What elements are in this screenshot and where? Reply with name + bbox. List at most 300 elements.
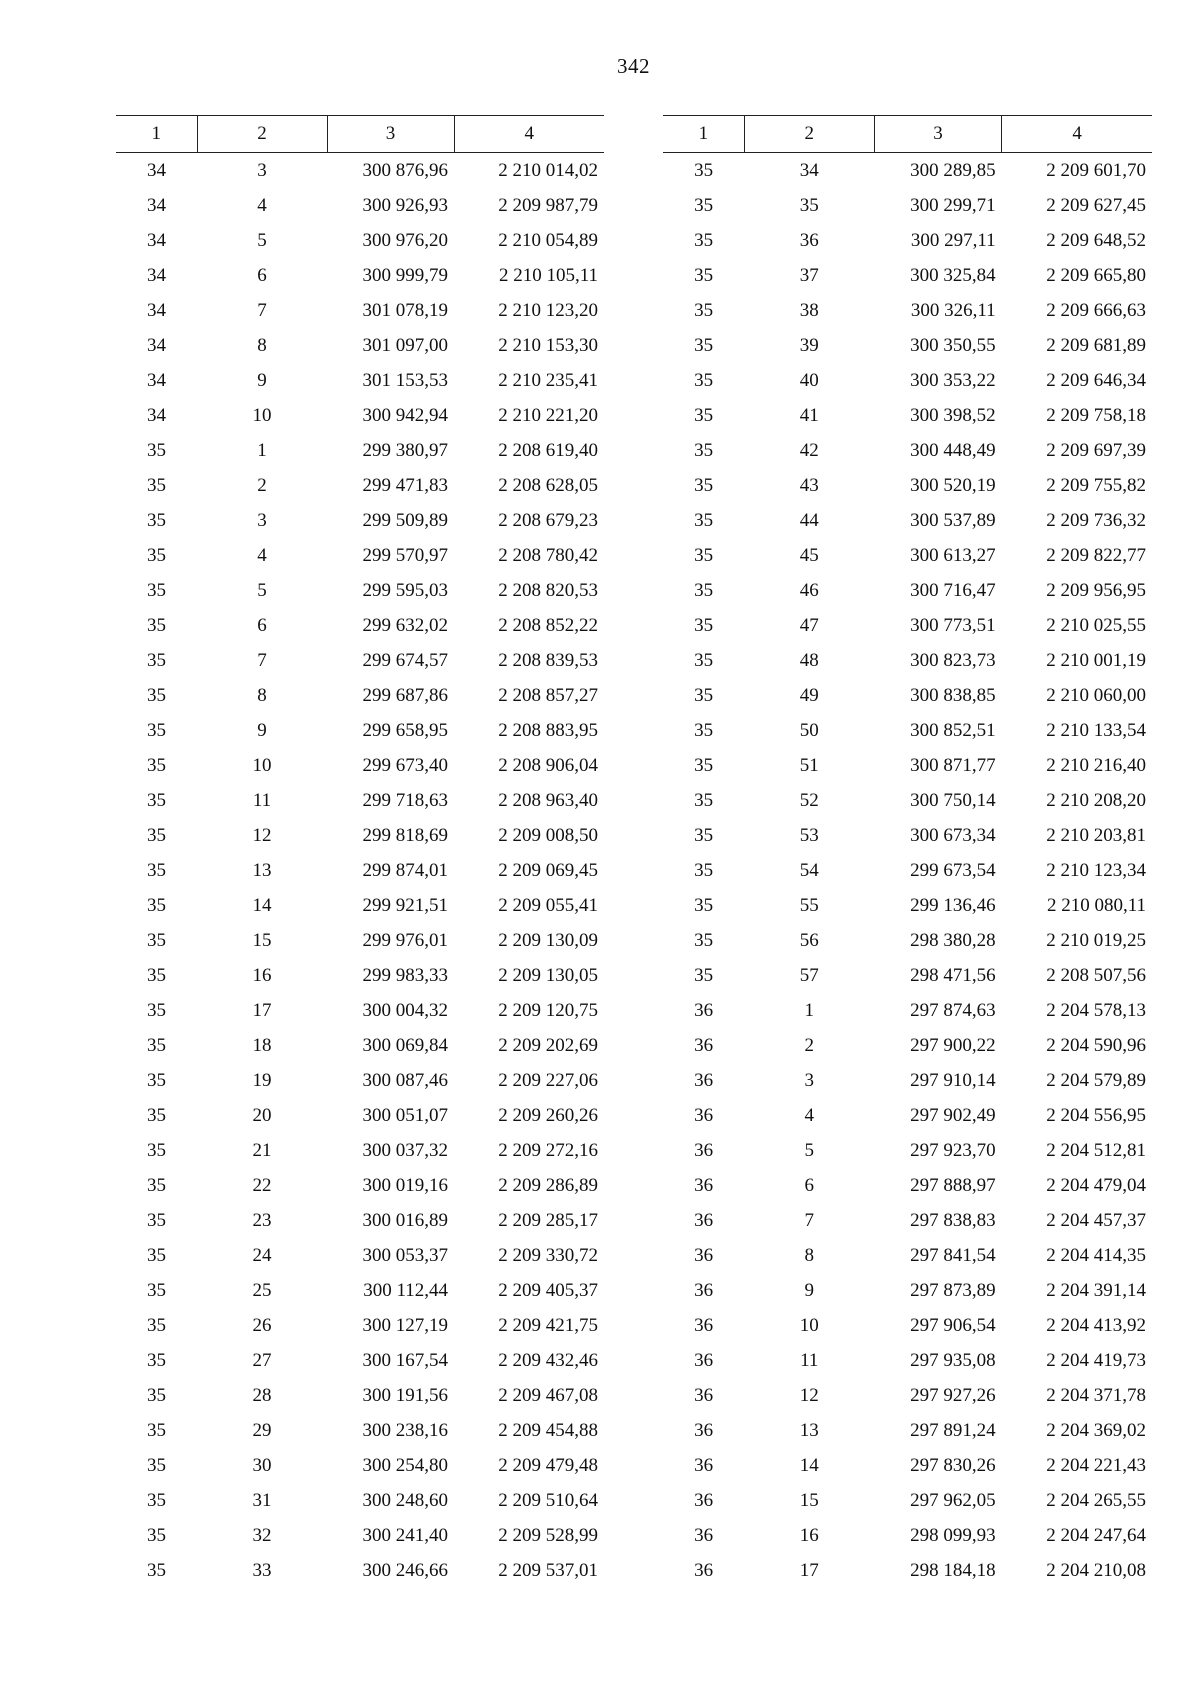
- point-number-cell: 8: [257, 334, 267, 356]
- x-coordinate-cell: 299 718,63: [362, 789, 448, 811]
- table-row: [663, 503, 1152, 538]
- y-coordinate-cell: 2 209 822,77: [1046, 544, 1146, 566]
- table-row: [663, 1343, 1152, 1378]
- table-row: [116, 783, 604, 818]
- table-row: [663, 188, 1152, 223]
- y-coordinate-cell: 2 208 507,56: [1046, 964, 1146, 986]
- table-row: [663, 643, 1152, 678]
- table-row: [663, 1098, 1152, 1133]
- y-coordinate-cell: 2 209 956,95: [1046, 579, 1146, 601]
- x-coordinate-cell: 299 595,03: [362, 579, 448, 601]
- x-coordinate-cell: 297 838,83: [910, 1209, 996, 1231]
- contour-number-cell: 35: [147, 929, 166, 951]
- x-coordinate-cell: 300 112,44: [363, 1279, 448, 1301]
- point-number-cell: 4: [257, 544, 267, 566]
- x-coordinate-cell: 299 471,83: [362, 474, 448, 496]
- table-row: [116, 1098, 604, 1133]
- contour-number-cell: 36: [694, 1454, 714, 1476]
- table-row: [663, 1168, 1152, 1203]
- y-coordinate-cell: 2 204 419,73: [1046, 1349, 1146, 1371]
- y-coordinate-cell: 2 209 405,37: [498, 1279, 598, 1301]
- table-row: [663, 713, 1152, 748]
- table-row: [116, 1238, 604, 1273]
- y-coordinate-cell: 2 209 069,45: [498, 859, 598, 881]
- y-coordinate-cell: 2 210 216,40: [1046, 754, 1146, 776]
- coordinates-table-right: [663, 115, 1152, 1588]
- point-number-cell: 20: [252, 1104, 272, 1126]
- table-row: [116, 468, 604, 503]
- table-row: [663, 1238, 1152, 1273]
- x-coordinate-cell: 300 823,73: [910, 649, 996, 671]
- table-header: [663, 116, 1152, 153]
- table-row: [663, 888, 1152, 923]
- point-number-cell: 34: [799, 159, 819, 181]
- contour-number-cell: 35: [147, 1454, 166, 1476]
- contour-number-cell: 35: [147, 1244, 166, 1266]
- table-row: [116, 1413, 604, 1448]
- point-number-cell: 11: [252, 789, 272, 811]
- point-number-cell: 51: [799, 754, 819, 776]
- x-coordinate-cell: 297 927,26: [910, 1384, 996, 1406]
- point-number-cell: 17: [252, 999, 272, 1021]
- table-row: [663, 293, 1152, 328]
- point-number-cell: 9: [257, 369, 267, 391]
- point-number-cell: 27: [252, 1349, 272, 1371]
- contour-number-cell: 36: [694, 1349, 714, 1371]
- y-coordinate-cell: 2 210 235,41: [498, 369, 598, 391]
- table-row: [116, 1028, 604, 1063]
- y-coordinate-cell: 2 208 679,23: [498, 509, 598, 531]
- y-coordinate-cell: 2 209 528,99: [498, 1524, 598, 1546]
- contour-number-cell: 36: [694, 1559, 714, 1581]
- table-row: [663, 958, 1152, 993]
- y-coordinate-cell: 2 209 646,34: [1046, 369, 1146, 391]
- y-coordinate-cell: 2 204 371,78: [1046, 1384, 1146, 1406]
- point-number-cell: 9: [257, 719, 267, 741]
- point-number-cell: 18: [252, 1034, 272, 1056]
- table-row: [116, 818, 604, 853]
- y-coordinate-cell: 2 209 272,16: [498, 1139, 598, 1161]
- y-coordinate-cell: 2 210 221,20: [498, 404, 598, 426]
- x-coordinate-cell: 300 876,96: [362, 159, 448, 181]
- contour-number-cell: 35: [694, 334, 714, 356]
- x-coordinate-cell: 300 852,51: [910, 719, 996, 741]
- table-row: [663, 1378, 1152, 1413]
- x-coordinate-cell: 298 380,28: [910, 929, 996, 951]
- point-number-cell: 22: [252, 1174, 272, 1196]
- y-coordinate-cell: 2 209 987,79: [498, 194, 598, 216]
- contour-number-cell: 35: [147, 1384, 166, 1406]
- table-row: [663, 1063, 1152, 1098]
- table-row: [116, 1343, 604, 1378]
- point-number-cell: 26: [252, 1314, 272, 1336]
- point-number-cell: 3: [257, 509, 267, 531]
- y-coordinate-cell: 2 209 467,08: [498, 1384, 598, 1406]
- contour-number-cell: 36: [694, 1524, 714, 1546]
- table-row: [116, 713, 604, 748]
- point-number-cell: 39: [799, 334, 819, 356]
- coordinates-table-left: [116, 115, 604, 1588]
- table-row: [663, 258, 1152, 293]
- y-coordinate-cell: 2 204 457,37: [1046, 1209, 1146, 1231]
- point-number-cell: 37: [799, 264, 819, 286]
- contour-number-cell: 35: [694, 789, 714, 811]
- table-row: [663, 153, 1152, 189]
- y-coordinate-cell: 2 210 203,81: [1046, 824, 1146, 846]
- point-number-cell: 50: [799, 719, 819, 741]
- y-coordinate-cell: 2 209 758,18: [1046, 404, 1146, 426]
- contour-number-cell: 35: [694, 614, 714, 636]
- y-coordinate-cell: 2 204 414,35: [1046, 1244, 1146, 1266]
- x-coordinate-cell: 300 926,93: [362, 194, 448, 216]
- y-coordinate-cell: 2 208 963,40: [498, 789, 598, 811]
- header-row: [116, 116, 604, 153]
- x-coordinate-cell: 300 716,47: [910, 579, 996, 601]
- table-row: [663, 1483, 1152, 1518]
- x-coordinate-cell: 297 830,26: [910, 1454, 996, 1476]
- contour-number-cell: 35: [694, 404, 714, 426]
- contour-number-cell: 35: [694, 894, 714, 916]
- y-coordinate-cell: 2 210 133,54: [1046, 719, 1146, 741]
- contour-number-cell: 35: [694, 299, 714, 321]
- contour-number-cell: 35: [147, 544, 166, 566]
- column-header-3: 3: [327, 116, 454, 153]
- x-coordinate-cell: 297 874,63: [910, 999, 996, 1021]
- point-number-cell: 5: [257, 229, 267, 251]
- table-row: [116, 1378, 604, 1413]
- table-row: [116, 1063, 604, 1098]
- x-coordinate-cell: 297 906,54: [910, 1314, 996, 1336]
- y-coordinate-cell: 2 209 130,09: [498, 929, 598, 951]
- y-coordinate-cell: 2 209 510,64: [498, 1489, 598, 1511]
- y-coordinate-cell: 2 208 852,22: [498, 614, 598, 636]
- y-coordinate-cell: 2 209 202,69: [498, 1034, 598, 1056]
- contour-number-cell: 35: [147, 1139, 166, 1161]
- x-coordinate-cell: 300 520,19: [910, 474, 996, 496]
- table-row: [116, 153, 604, 189]
- x-coordinate-cell: 300 191,56: [362, 1384, 448, 1406]
- x-coordinate-cell: 299 874,01: [362, 859, 448, 881]
- point-number-cell: 56: [799, 929, 819, 951]
- column-header-3: 3: [874, 116, 1001, 153]
- x-coordinate-cell: 300 773,51: [910, 614, 996, 636]
- point-number-cell: 12: [252, 824, 272, 846]
- contour-number-cell: 35: [147, 754, 166, 776]
- table-row: [663, 678, 1152, 713]
- table-body: [116, 153, 604, 1589]
- contour-number-cell: 36: [694, 1139, 714, 1161]
- x-coordinate-cell: 297 900,22: [910, 1034, 996, 1056]
- point-number-cell: 17: [799, 1559, 819, 1581]
- y-coordinate-cell: 2 204 369,02: [1046, 1419, 1146, 1441]
- contour-number-cell: 35: [694, 754, 714, 776]
- x-coordinate-cell: 300 087,46: [362, 1069, 448, 1091]
- x-coordinate-cell: 297 902,49: [910, 1104, 996, 1126]
- page-number: 342: [617, 54, 650, 78]
- contour-number-cell: 35: [694, 509, 714, 531]
- contour-number-cell: 35: [147, 894, 166, 916]
- contour-number-cell: 35: [694, 229, 714, 251]
- x-coordinate-cell: 300 246,66: [362, 1559, 448, 1581]
- x-coordinate-cell: 299 818,69: [362, 824, 448, 846]
- point-number-cell: 46: [799, 579, 819, 601]
- table-row: [116, 748, 604, 783]
- contour-number-cell: 34: [147, 404, 166, 426]
- table-row: [116, 503, 604, 538]
- contour-number-cell: 34: [147, 194, 166, 216]
- x-coordinate-cell: 301 078,19: [362, 299, 448, 321]
- point-number-cell: 25: [252, 1279, 272, 1301]
- y-coordinate-cell: 2 204 391,14: [1046, 1279, 1146, 1301]
- point-number-cell: 3: [257, 159, 267, 181]
- y-coordinate-cell: 2 209 421,75: [498, 1314, 598, 1336]
- y-coordinate-cell: 2 209 681,89: [1046, 334, 1146, 356]
- point-number-cell: 4: [804, 1104, 815, 1126]
- point-number-cell: 53: [799, 824, 819, 846]
- point-number-cell: 8: [257, 684, 267, 706]
- point-number-cell: 8: [804, 1244, 815, 1266]
- point-number-cell: 57: [799, 964, 819, 986]
- x-coordinate-cell: 298 099,93: [910, 1524, 996, 1546]
- table-row: [663, 993, 1152, 1028]
- point-number-cell: 5: [257, 579, 267, 601]
- point-number-cell: 42: [799, 439, 819, 461]
- y-coordinate-cell: 2 209 286,89: [498, 1174, 598, 1196]
- x-coordinate-cell: 300 398,52: [910, 404, 996, 426]
- table-row: [663, 1133, 1152, 1168]
- point-number-cell: 43: [799, 474, 819, 496]
- x-coordinate-cell: 300 238,16: [362, 1419, 448, 1441]
- table-row: [663, 398, 1152, 433]
- point-number-cell: 31: [252, 1489, 272, 1511]
- point-number-cell: 29: [252, 1419, 272, 1441]
- y-coordinate-cell: 2 209 120,75: [498, 999, 598, 1021]
- table-row: [663, 223, 1152, 258]
- column-header-4: 4: [454, 116, 604, 153]
- contour-number-cell: 35: [147, 1349, 166, 1371]
- x-coordinate-cell: 300 254,80: [362, 1454, 448, 1476]
- table-row: [663, 748, 1152, 783]
- point-number-cell: 47: [799, 614, 819, 636]
- x-coordinate-cell: 297 923,70: [910, 1139, 996, 1161]
- point-number-cell: 9: [804, 1279, 815, 1301]
- table-row: [663, 1518, 1152, 1553]
- table-row: [116, 1553, 604, 1588]
- point-number-cell: 15: [799, 1489, 819, 1511]
- point-number-cell: 52: [799, 789, 819, 811]
- contour-number-cell: 36: [694, 1209, 714, 1231]
- table-row: [663, 1553, 1152, 1588]
- point-number-cell: 44: [799, 509, 819, 531]
- x-coordinate-cell: 300 037,32: [362, 1139, 448, 1161]
- point-number-cell: 13: [252, 859, 272, 881]
- x-coordinate-cell: 300 353,22: [910, 369, 996, 391]
- table-row: [116, 398, 604, 433]
- x-coordinate-cell: 301 097,00: [362, 334, 448, 356]
- table-row: [116, 328, 604, 363]
- point-number-cell: 15: [252, 929, 272, 951]
- table-row: [116, 573, 604, 608]
- contour-number-cell: 35: [694, 929, 714, 951]
- table-row: [116, 923, 604, 958]
- column-header-1: 1: [663, 116, 744, 153]
- y-coordinate-cell: 2 210 060,00: [1046, 684, 1146, 706]
- contour-number-cell: 34: [147, 159, 166, 181]
- y-coordinate-cell: 2 209 666,63: [1046, 299, 1146, 321]
- x-coordinate-cell: 299 687,86: [362, 684, 448, 706]
- point-number-cell: 24: [252, 1244, 272, 1266]
- column-header-2: 2: [197, 116, 327, 153]
- contour-number-cell: 35: [147, 789, 166, 811]
- point-number-cell: 1: [257, 439, 267, 461]
- point-number-cell: 6: [257, 614, 267, 636]
- x-coordinate-cell: 300 016,89: [362, 1209, 448, 1231]
- point-number-cell: 38: [799, 299, 819, 321]
- y-coordinate-cell: 2 209 627,45: [1046, 194, 1146, 216]
- point-number-cell: 45: [799, 544, 819, 566]
- x-coordinate-cell: 299 673,54: [910, 859, 996, 881]
- contour-number-cell: 35: [694, 824, 714, 846]
- point-number-cell: 28: [252, 1384, 272, 1406]
- contour-number-cell: 35: [147, 1209, 166, 1231]
- x-coordinate-cell: 300 167,54: [362, 1349, 448, 1371]
- contour-number-cell: 34: [147, 299, 166, 321]
- point-number-cell: 7: [804, 1209, 815, 1231]
- point-number-cell: 41: [799, 404, 819, 426]
- x-coordinate-cell: 297 888,97: [910, 1174, 996, 1196]
- y-coordinate-cell: 2 209 285,17: [498, 1209, 598, 1231]
- table-row: [116, 293, 604, 328]
- contour-number-cell: 35: [147, 1559, 166, 1581]
- point-number-cell: 14: [799, 1454, 819, 1476]
- point-number-cell: 54: [799, 859, 819, 881]
- table-row: [663, 433, 1152, 468]
- x-coordinate-cell: 300 976,20: [362, 229, 448, 251]
- contour-number-cell: 35: [147, 1174, 166, 1196]
- contour-number-cell: 36: [694, 1244, 714, 1266]
- column-header-2: 2: [744, 116, 874, 153]
- contour-number-cell: 35: [147, 649, 166, 671]
- x-coordinate-cell: 300 248,60: [362, 1489, 448, 1511]
- y-coordinate-cell: 2 210 123,20: [498, 299, 598, 321]
- x-coordinate-cell: 300 241,40: [362, 1524, 448, 1546]
- contour-number-cell: 36: [694, 1279, 714, 1301]
- x-coordinate-cell: 300 942,94: [362, 404, 448, 426]
- x-coordinate-cell: 299 658,95: [362, 719, 448, 741]
- point-number-cell: 33: [252, 1559, 272, 1581]
- y-coordinate-cell: 2 210 153,30: [498, 334, 598, 356]
- x-coordinate-cell: 299 509,89: [362, 509, 448, 531]
- table-row: [116, 363, 604, 398]
- y-coordinate-cell: 2 209 755,82: [1046, 474, 1146, 496]
- contour-number-cell: 35: [694, 859, 714, 881]
- x-coordinate-cell: 300 069,84: [362, 1034, 448, 1056]
- point-number-cell: 12: [799, 1384, 819, 1406]
- contour-number-cell: 36: [694, 1489, 714, 1511]
- point-number-cell: 49: [799, 684, 819, 706]
- x-coordinate-cell: 297 935,08: [910, 1349, 996, 1371]
- contour-number-cell: 35: [147, 824, 166, 846]
- contour-number-cell: 35: [147, 1104, 166, 1126]
- contour-number-cell: 35: [694, 369, 714, 391]
- point-number-cell: 5: [804, 1139, 815, 1161]
- y-coordinate-cell: 2 204 590,96: [1046, 1034, 1146, 1056]
- y-coordinate-cell: 2 208 857,27: [498, 684, 598, 706]
- contour-number-cell: 35: [147, 1314, 166, 1336]
- contour-number-cell: 35: [147, 614, 166, 636]
- contour-number-cell: 34: [147, 369, 166, 391]
- table-body: [663, 153, 1152, 1589]
- y-coordinate-cell: 2 204 578,13: [1046, 999, 1146, 1021]
- x-coordinate-cell: 300 350,55: [910, 334, 996, 356]
- contour-number-cell: 35: [147, 1069, 166, 1091]
- contour-number-cell: 35: [694, 474, 714, 496]
- table-row: [663, 1308, 1152, 1343]
- contour-number-cell: 34: [147, 229, 166, 251]
- y-coordinate-cell: 2 209 454,88: [498, 1419, 598, 1441]
- x-coordinate-cell: 299 921,51: [362, 894, 448, 916]
- y-coordinate-cell: 2 210 080,11: [1046, 894, 1146, 916]
- y-coordinate-cell: 2 208 883,95: [498, 719, 598, 741]
- table-row: [116, 1308, 604, 1343]
- y-coordinate-cell: 2 204 210,08: [1046, 1559, 1146, 1581]
- y-coordinate-cell: 2 204 221,43: [1046, 1454, 1146, 1476]
- point-number-cell: 6: [257, 264, 267, 286]
- contour-number-cell: 35: [694, 264, 714, 286]
- x-coordinate-cell: 299 976,01: [362, 929, 448, 951]
- contour-number-cell: 36: [694, 1419, 714, 1441]
- y-coordinate-cell: 2 204 413,92: [1046, 1314, 1146, 1336]
- y-coordinate-cell: 2 208 628,05: [498, 474, 598, 496]
- y-coordinate-cell: 2 209 432,46: [498, 1349, 598, 1371]
- contour-number-cell: 35: [147, 684, 166, 706]
- y-coordinate-cell: 2 209 130,05: [498, 964, 598, 986]
- point-number-cell: 10: [252, 404, 272, 426]
- point-number-cell: 4: [257, 194, 267, 216]
- contour-number-cell: 35: [694, 649, 714, 671]
- y-coordinate-cell: 2 209 648,52: [1046, 229, 1146, 251]
- point-number-cell: 23: [252, 1209, 272, 1231]
- y-coordinate-cell: 2 209 055,41: [498, 894, 598, 916]
- x-coordinate-cell: 299 380,97: [362, 439, 448, 461]
- point-number-cell: 30: [252, 1454, 272, 1476]
- point-number-cell: 16: [799, 1524, 819, 1546]
- y-coordinate-cell: 2 210 025,55: [1046, 614, 1146, 636]
- table-row: [663, 923, 1152, 958]
- point-number-cell: 7: [257, 299, 267, 321]
- y-coordinate-cell: 2 208 780,42: [498, 544, 598, 566]
- table-row: [663, 1028, 1152, 1063]
- x-coordinate-cell: 300 299,71: [910, 194, 996, 216]
- table-row: [663, 328, 1152, 363]
- table-row: [663, 1448, 1152, 1483]
- contour-number-cell: 36: [694, 1314, 714, 1336]
- contour-number-cell: 35: [694, 964, 714, 986]
- point-number-cell: 32: [252, 1524, 272, 1546]
- table-row: [663, 573, 1152, 608]
- point-number-cell: 48: [799, 649, 819, 671]
- point-number-cell: 3: [804, 1069, 815, 1091]
- x-coordinate-cell: 299 570,97: [362, 544, 448, 566]
- x-coordinate-cell: 300 838,85: [910, 684, 996, 706]
- y-coordinate-cell: 2 210 054,89: [498, 229, 598, 251]
- table-row: [116, 888, 604, 923]
- x-coordinate-cell: 300 019,16: [362, 1174, 448, 1196]
- y-coordinate-cell: 2 209 008,50: [498, 824, 598, 846]
- table-row: [116, 1203, 604, 1238]
- contour-number-cell: 35: [147, 719, 166, 741]
- x-coordinate-cell: 299 632,02: [362, 614, 448, 636]
